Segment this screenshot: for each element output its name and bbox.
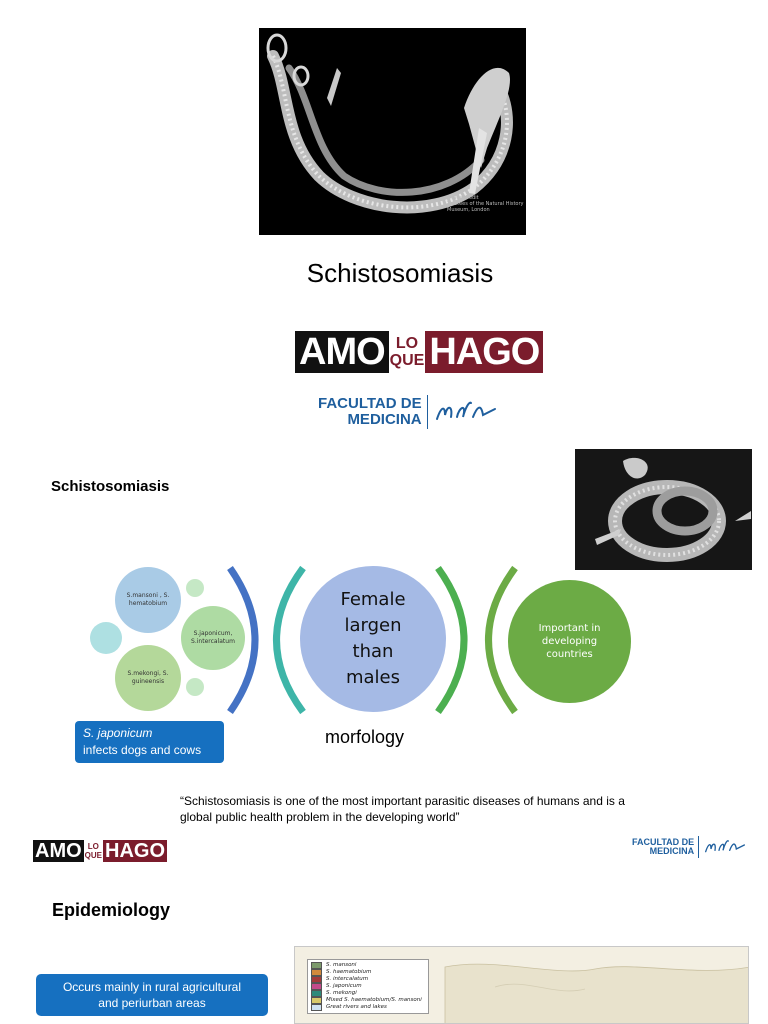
logo-lo-que	[84, 840, 103, 862]
cover-title: Schistosomiasis	[306, 258, 494, 288]
legend-row	[311, 990, 425, 997]
udla-logo-icon	[703, 837, 747, 857]
legend-row	[311, 997, 425, 1004]
logo-amo: AMO	[35, 839, 82, 862]
legend-label: S. mekongi	[326, 990, 357, 996]
image-credit: Image credit Trustees of the Natural History Museum, London	[447, 195, 524, 213]
legend-swatch	[311, 1004, 322, 1011]
legend-label: S. japonicum	[326, 983, 362, 989]
logo-hago: HAGO	[425, 331, 543, 373]
callout-text: infects dogs and cows	[83, 743, 202, 757]
facultad-line1: FACULTAD DE	[318, 395, 422, 413]
legend-swatch	[311, 976, 322, 983]
japonicum-callout	[75, 721, 224, 763]
legend-row	[311, 1004, 425, 1011]
logo-hago: HAGO	[105, 839, 166, 862]
legend-row	[311, 983, 425, 990]
logo-que: QUE	[389, 352, 425, 369]
legend-row	[311, 969, 425, 976]
right-circle-label: Important in developing countries	[538, 623, 601, 660]
legend-swatch	[311, 969, 322, 976]
species-mekongi-label: S.mekongi, S. guineensis	[127, 670, 169, 685]
legend-label: S. haematobium	[326, 969, 372, 975]
legend-label: Great rivers and lakes	[326, 1004, 387, 1010]
rural-callout-text: Occurs mainly in rural agricultural and periurban areas	[62, 980, 242, 1010]
arc-blue	[230, 568, 255, 712]
facultad-medicina-logo-small	[632, 836, 747, 858]
quote-text: “Schistosomiasis is one of the most important parasitic diseases of humans and is a global public health problem in the developing world”	[180, 794, 625, 824]
legend-swatch	[311, 990, 322, 997]
logo-lo: LO	[87, 842, 99, 851]
center-circle-label: Female largen than males	[340, 589, 406, 688]
legend-row	[311, 962, 425, 969]
epidemiology-title: Epidemiology	[52, 900, 171, 920]
amo-lo-que-hago-logo-small	[33, 840, 167, 862]
species-japonicum-label: S.japonicum, S.intercalatum	[191, 630, 235, 645]
rural-areas-callout	[36, 974, 268, 1016]
legend-label: S. intercalatum	[326, 976, 369, 982]
species-mansoni-label: S.mansoni , S. hematobium	[126, 592, 170, 607]
legend-swatch	[311, 997, 322, 1004]
right-circle	[508, 580, 631, 703]
legend-label: Mixed S. haematobium/S. mansoni	[326, 997, 422, 1003]
logo-amo: AMO	[295, 331, 389, 373]
facultad-text	[632, 838, 694, 857]
legend-row	[311, 976, 425, 983]
morphology-label: morfology	[325, 727, 405, 747]
center-circle	[300, 566, 446, 712]
legend-swatch	[311, 962, 322, 969]
distribution-map	[294, 946, 749, 1024]
logo-que: QUE	[84, 851, 103, 860]
slide2-title: Schistosomiasis	[51, 478, 170, 495]
callout-species: S. japonicum	[83, 726, 153, 740]
facultad-line1: FACULTAD DE	[632, 836, 695, 847]
map-legend	[307, 959, 429, 1014]
facultad-line2: MEDICINA	[347, 411, 422, 428]
facultad-line2: MEDICINA	[649, 846, 695, 856]
logo-lo: LO	[395, 335, 419, 352]
logo-divider	[698, 836, 699, 858]
legend-swatch	[311, 983, 322, 990]
legend-label: S. mansoni	[326, 962, 357, 968]
